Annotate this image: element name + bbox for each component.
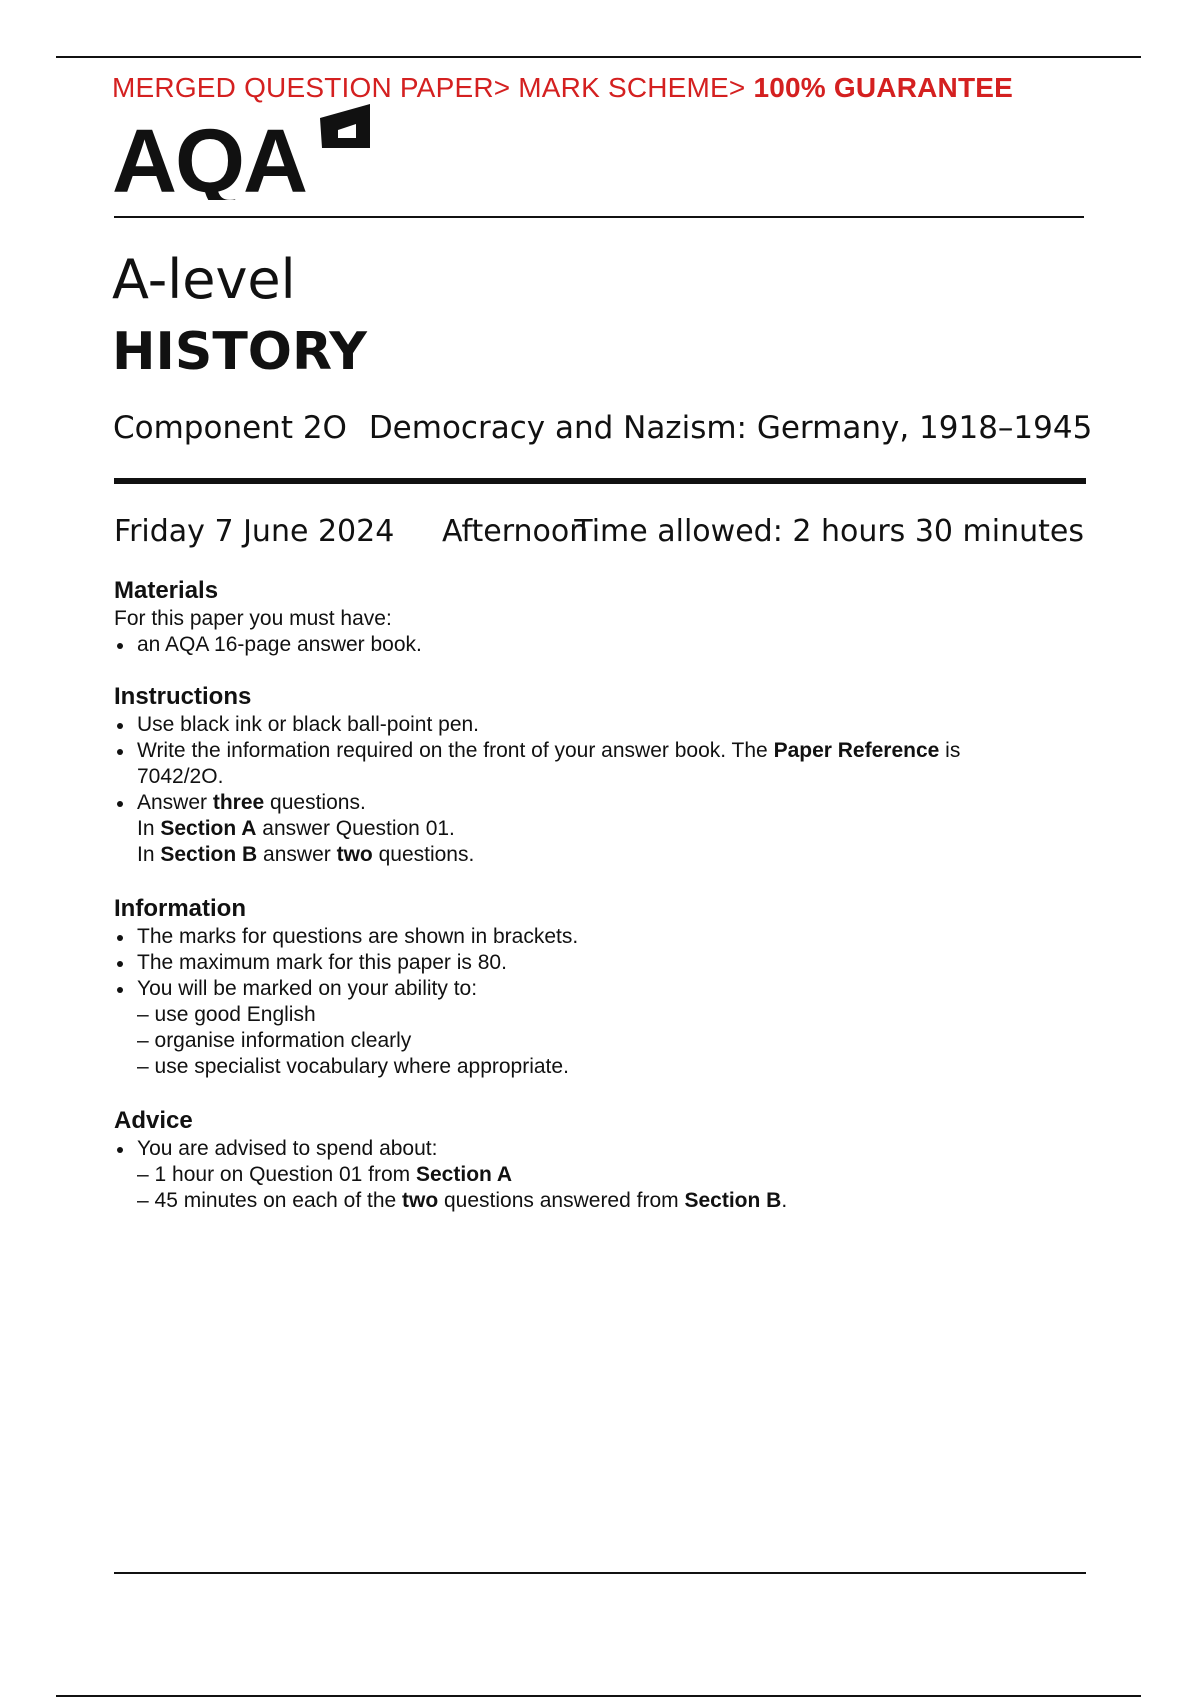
aqa-logo [112, 104, 382, 205]
thick-divider [114, 478, 1086, 484]
subject-title: HISTORY [112, 322, 367, 382]
information-heading: Information [114, 895, 246, 922]
qualification-level: A-level [112, 248, 296, 311]
information-subitem: – use specialist vocabulary where appropriate. [137, 1055, 569, 1078]
information-item: You will be marked on your ability to: [114, 976, 578, 1002]
information-subitem: – use good English [137, 1003, 316, 1026]
information-subitem: – organise information clearly [137, 1029, 412, 1052]
aqa-logo-mark [112, 104, 382, 200]
instruction-item [114, 738, 960, 790]
advice-emphasis: two [402, 1189, 439, 1212]
top-page-rule [56, 56, 1141, 58]
bottom-page-rule [56, 1695, 1141, 1697]
advice-subitem [114, 1188, 787, 1214]
paper-reference-label: Paper Reference [773, 739, 940, 762]
materials-intro: For this paper you must have: [114, 607, 392, 630]
component-code: Component 2O [113, 410, 347, 446]
header-rule [114, 216, 1084, 218]
instruction-text: In [137, 843, 161, 866]
instruction-text: questions. [372, 843, 475, 866]
banner-guarantee: 100% GUARANTEE [753, 72, 1014, 103]
instruction-item: Use black ink or black ball-point pen. [114, 712, 960, 738]
instructions-heading: Instructions [114, 683, 252, 710]
instruction-text: In [137, 817, 161, 840]
component-name: Democracy and Nazism: Germany, 1918–1945 [368, 410, 1093, 446]
advice-item: You are advised to spend about: [114, 1136, 787, 1162]
information-section [114, 894, 578, 1080]
advice-subitem [114, 1162, 787, 1188]
instruction-text: Answer [137, 791, 213, 814]
paper-reference-code: 7042/2O. [137, 765, 224, 788]
banner-text: MERGED QUESTION PAPER> MARK SCHEME> [112, 72, 746, 103]
component-title [113, 410, 1092, 446]
aqa-logo-flag-icon [320, 104, 370, 148]
advice-emphasis: Section B [684, 1189, 782, 1212]
instruction-emphasis: two [336, 843, 373, 866]
instruction-text: answer [257, 843, 337, 866]
instruction-text: questions. [264, 791, 366, 814]
advice-emphasis: Section A [416, 1163, 513, 1186]
information-item: The marks for questions are shown in brackets. [114, 924, 578, 950]
advice-text: . [781, 1189, 788, 1212]
merged-paper-banner [112, 72, 1013, 104]
exam-date: Friday 7 June 2024 [114, 514, 395, 549]
instruction-text: answer Question 01. [256, 817, 455, 840]
instruction-emphasis: three [212, 791, 265, 814]
materials-section [114, 576, 422, 658]
information-item: The maximum mark for this paper is 80. [114, 950, 578, 976]
aqa-logo-text: AQA [112, 112, 306, 200]
advice-heading: Advice [114, 1107, 193, 1134]
materials-heading: Materials [114, 577, 219, 604]
materials-item: an AQA 16-page answer book. [114, 632, 422, 658]
instruction-emphasis: Section A [160, 817, 257, 840]
instruction-text: Write the information required on the front of your answer book. The [137, 739, 774, 762]
exam-session: Afternoon [442, 514, 589, 549]
advice-text: – 45 minutes on each of the [137, 1189, 403, 1212]
instructions-section [114, 682, 960, 868]
advice-text: questions answered from [438, 1189, 685, 1212]
footer-rule [114, 1572, 1086, 1574]
advice-text: – 1 hour on Question 01 from [137, 1163, 416, 1186]
instruction-emphasis: Section B [160, 843, 258, 866]
advice-section [114, 1106, 787, 1214]
time-allowed: Time allowed: 2 hours 30 minutes [574, 514, 1084, 549]
instruction-text: is [939, 739, 961, 762]
instruction-item [114, 790, 960, 868]
